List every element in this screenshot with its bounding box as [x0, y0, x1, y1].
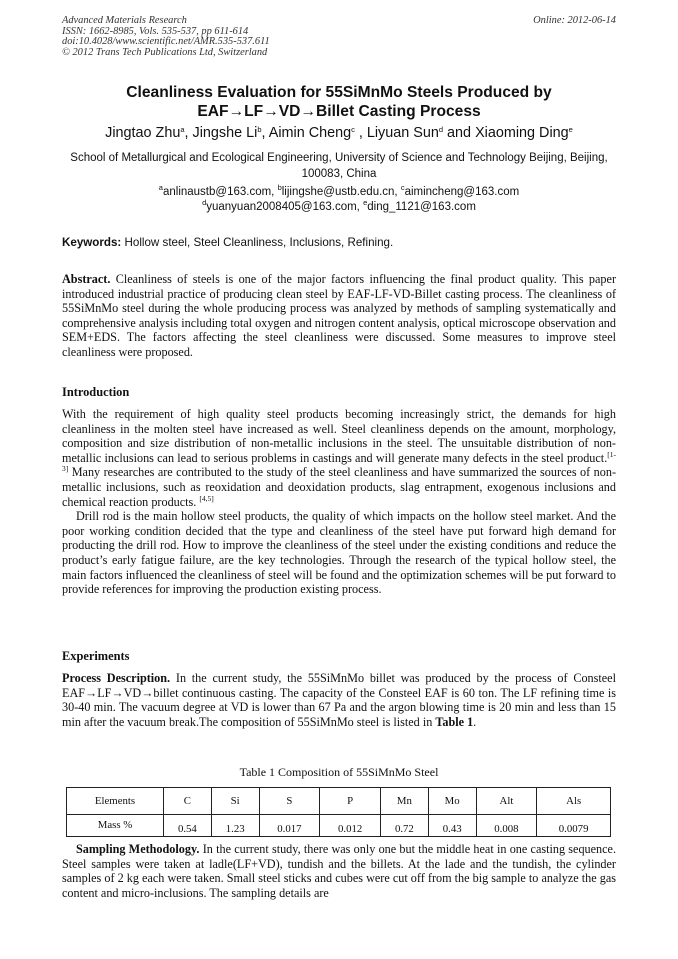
table-cell: Si: [211, 788, 259, 815]
author-name: Aimin Cheng: [268, 125, 352, 141]
author-separator: ,: [184, 125, 193, 141]
table-row-label: Elements: [67, 788, 164, 815]
table-cell: 0.72: [381, 815, 429, 837]
email-address: yuanyuan2008405@163.com,: [206, 200, 364, 213]
table-cell: 0.0079: [537, 815, 611, 837]
table-row: [67, 788, 611, 815]
keywords-text: Hollow steel, Steel Cleanliness, Inclusions, Refining.: [121, 236, 394, 249]
table-reference: Table 1: [435, 714, 474, 729]
email-line-2: [40, 197, 638, 215]
citation: [4,5]: [199, 493, 214, 503]
author-emails: [40, 185, 638, 214]
table-cell: S: [259, 788, 320, 815]
table-cell: 0.017: [259, 815, 320, 837]
introduction-paragraph-2: Drill rod is the main hollow steel products, the quality of which impacts on the hollow steel market. And the poor working condition decided that the type and cleanliness of the steel have put forward high demand for producting the drill rod. How to improve the cleanliness of the steel under the existing conditions and reduce the product’s early fatigue failure, are the key technologies. Through the research of the typical hollow steel, the main factors influenced the cleanliness of steel will be found and the optimization schemes will be put forward to provide references for improving the production existing process.: [62, 509, 616, 597]
email-address: lijingshe@ustb.edu.cn,: [281, 186, 401, 198]
email-address: aimincheng@163.com: [404, 186, 520, 198]
process-description: [62, 671, 616, 729]
email-address: anlinaustb@163.com,: [162, 186, 278, 198]
header-online-date: Online: 2012-06-14: [533, 15, 616, 26]
author-mark: d: [438, 125, 444, 134]
composition-table: [66, 787, 611, 837]
keywords-label: Keywords:: [62, 236, 122, 249]
table-cell: C: [164, 788, 212, 815]
header-copyright: © 2012 Trans Tech Publications Ltd, Switzerland: [62, 46, 268, 58]
author-name: Jingtao Zhu: [105, 125, 181, 141]
abstract: [62, 272, 616, 360]
author-name: Xiaoming Ding: [475, 125, 569, 141]
affiliation: School of Metallurgical and Ecological Engineering, University of Science and Technology Beijing, Beijing, 100083, China: [70, 152, 608, 180]
journal-header: [62, 16, 270, 58]
author-separator: and: [443, 125, 476, 141]
section-heading-introduction: Introduction: [62, 385, 130, 399]
table-cell: Mo: [428, 788, 476, 815]
author-mark: e: [568, 125, 573, 134]
keywords: [62, 236, 618, 250]
introduction-paragraph-1: [62, 407, 616, 509]
table-cell: 1.23: [211, 815, 259, 837]
intro-p1-text: With the requirement of high quality steel products becoming increasingly strict, the demands for high cleanliness in the molten steel have increased as well. Steel cleanliness depends on the amount, morphology, composition and size distribution of non-metallic inclusions in the steel. The unsuitable distribution of non-metallic inclusions can lead to serious problems in castings and will generate many defects in the steel product.: [62, 407, 616, 465]
sampling-methodology: [62, 842, 616, 900]
table-caption: Table 1 Composition of 55SiMnMo Steel: [239, 765, 439, 779]
email-address: ding_1121@163.com: [367, 200, 476, 213]
email-mark: b: [277, 183, 282, 192]
table-cell: Alt: [476, 788, 537, 815]
intro-p1-text: Many researches are contributed to the study of the steel cleanliness and have summarized the sources of non-metallic inclusions, such as reoxidation and deoxidation products, slag entrapment, exogenous inclusions and chemical reaction products.: [62, 465, 616, 509]
table-row-label: Mass %: [67, 815, 164, 837]
email-mark: c: [400, 183, 405, 192]
introduction-body: [62, 407, 616, 597]
author-mark: a: [180, 125, 185, 134]
process-text: In the current study, the 55SiMnMo billet was produced by the process of Consteel EAF→LF→VD→billet continuous casting. The capacity of the Consteel EAF is 60 ton. The LF refining time is 30-40 min. The vacuum degree at VD is lower than 67 Pa and the argon blowing time is 20 min and less than 15 min after the vacuum break.The composition of 55SiMnMo steel is listed in: [62, 671, 616, 729]
header-journal-name: Advanced Materials Research: [62, 15, 187, 26]
email-mark: a: [158, 183, 163, 192]
table-cell: 0.43: [428, 815, 476, 837]
section-heading-experiments: Experiments: [62, 649, 130, 663]
email-mark: e: [363, 197, 368, 207]
table-cell: 0.54: [164, 815, 212, 837]
author-separator: ,: [261, 125, 269, 141]
author-mark: c: [351, 125, 355, 134]
email-mark: d: [202, 197, 207, 207]
author-name: Liyuan Sun: [366, 125, 439, 141]
abstract-text: Cleanliness of steels is one of the major factors influencing the final product quality. This paper introduced industrial practice of producing clean steel by EAF-LF-VD-Billet casting process. The cleanliness of 55SiMnMo steel during the whole producing process was analyzed by methods of sampling systematically and comprehensive analysis including total oxygen and nitrogen content analysis, optical microscope observation and SEM+EDS. The factors affecting the steel cleanliness were discussed. Some measures to improve steel cleanliness were proposed.: [62, 272, 616, 359]
header-doi: doi:10.4028/www.scientific.net/AMR.535-537.611: [62, 36, 270, 48]
author-separator: ,: [354, 125, 367, 141]
email-line-1: [40, 185, 638, 200]
process-label: Process Description.: [62, 671, 171, 685]
author-name: Jingshe Li: [192, 125, 258, 141]
table-cell: Mn: [381, 788, 429, 815]
author-mark: b: [257, 125, 262, 134]
process-end: .: [473, 714, 477, 729]
title-line-2: EAF→LF→VD→Billet Casting Process: [197, 103, 481, 120]
citation: [1-3]: [62, 449, 616, 474]
sampling-label: Sampling Methodology.: [76, 842, 200, 856]
author-list: [30, 124, 648, 142]
table-cell: 0.012: [320, 815, 381, 837]
table-cell: P: [320, 788, 381, 815]
sampling-text: In the current study, there was only one but the middle heat in one casting sequence. Steel samples were taken at ladle(LF+VD), tundish and the billets. At the lade and the tundish, the cylinder samples of 2 kg each were taken. Small steel sticks and cubes were cut off from the big sample to analyze the gas content and micro-inclusions. The sampling details are: [62, 842, 616, 900]
header-issn: ISSN: 1662-8985, Vols. 535-537, pp 611-614: [62, 25, 249, 37]
table-cell: 0.008: [476, 815, 537, 837]
table-cell: Als: [537, 788, 611, 815]
title-line-1: Cleanliness Evaluation for 55SiMnMo Steels Produced by: [126, 84, 552, 101]
abstract-label: Abstract.: [62, 272, 111, 286]
table-row: [67, 815, 611, 837]
paper-title: [40, 83, 638, 121]
